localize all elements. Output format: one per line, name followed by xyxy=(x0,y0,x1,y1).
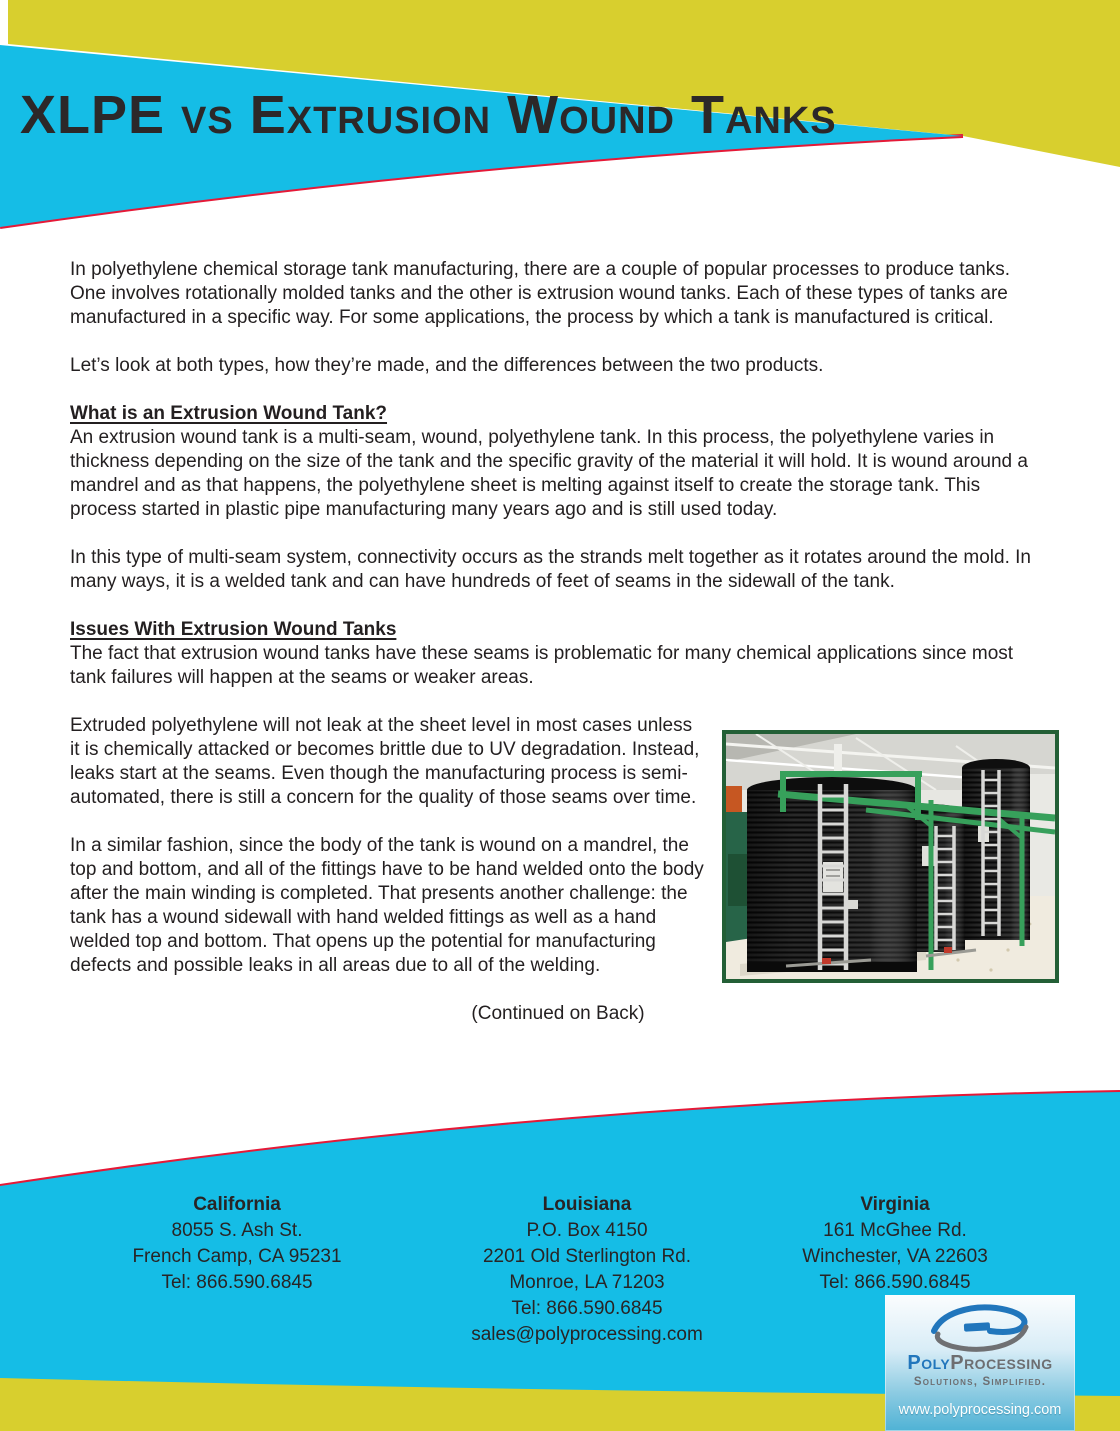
location-name: Louisiana xyxy=(542,1194,632,1215)
brand-processing: Processing xyxy=(950,1352,1053,1374)
location-phone: Tel: 866.590.6845 xyxy=(819,1272,971,1293)
website-link[interactable]: www.polyprocessing.com xyxy=(898,1402,1062,1418)
paragraph-lets-look: Let’s look at both types, how they’re made, and the differences between the two products. xyxy=(70,355,824,376)
continued-on-back: (Continued on Back) xyxy=(471,1003,645,1024)
paragraph-issues: The fact that extrusion wound tanks have these seams is problematic for many chemical applications since most tank failures will happen at the seams or weaker areas. xyxy=(70,643,1014,688)
paragraph-multi-seam: In this type of multi-seam system, connectivity occurs as the strands melt together as it rotates around the mold. In many ways, it is a welded tank and can have hundreds of feet of seams in the sidewall of the tank. xyxy=(70,547,1031,592)
location-name: California xyxy=(193,1194,281,1215)
location-phone: Tel: 866.590.6845 xyxy=(161,1272,313,1293)
location-virginia xyxy=(765,1192,1025,1296)
location-california xyxy=(117,1192,357,1296)
location-phone: Tel: 866.590.6845 xyxy=(511,1298,663,1319)
paragraph-intro: In polyethylene chemical storage tank manufacturing, there are a couple of popular processes to produce tanks. One involves rotationally molded tanks and the other is extrusion wound tanks. Each of these types of tanks are manufactured in a specific way. For some applications, the process by which a tank is manufactured is critical. xyxy=(70,259,1010,328)
paragraph-extruded-pe: Extruded polyethylene will not leak at the sheet level in most cases unless it is chemically attacked or becomes brittle due to UV degradation. Instead, leaks start at the seams. Even though the manufacturing process is semi-automated, there is still a concern for the quality of those seams over time. xyxy=(70,715,700,808)
location-line: French Camp, CA 95231 xyxy=(132,1246,342,1267)
article-body xyxy=(70,234,1046,1026)
tanks-photo xyxy=(722,730,1059,983)
paragraph-what-is: An extrusion wound tank is a multi-seam, wound, polyethylene tank. In this process, the polyethylene varies in thickness depending on the size of the tank and the specific gravity of the material it will hold. It is wound around a mandrel and as that happens, the polyethylene sheet is melting against itself to create the storage tank. This process started in plastic pipe manufacturing many years ago and is still used today. xyxy=(70,427,1028,520)
location-line: 2201 Old Sterlington Rd. xyxy=(482,1246,692,1267)
brand-tagline: Solutions, Simplified. xyxy=(913,1376,1047,1388)
location-line: Monroe, LA 71203 xyxy=(509,1272,665,1293)
tanks-photo-illustration xyxy=(726,734,1055,979)
polyprocessing-logo-card xyxy=(885,1295,1075,1431)
brand-name xyxy=(885,1353,1075,1373)
paragraph-similar-fashion: In a similar fashion, since the body of the tank is wound on a mandrel, the top and bottom, and all of the fittings have to be hand welded onto the body after the main winding is completed. That presents another challenge: the tank has a wound sidewall with hand welded fittings as well as a hand welded top and bottom. That opens up the potential for manufacturing defects and possible leaks in all areas due to all of the welding. xyxy=(70,835,704,976)
location-line: 161 McGhee Rd. xyxy=(823,1220,967,1241)
brand-poly: Poly xyxy=(907,1352,951,1374)
location-name: Virginia xyxy=(860,1194,930,1215)
polyprocessing-swirl-icon xyxy=(920,1301,1040,1353)
location-line: P.O. Box 4150 xyxy=(526,1220,648,1241)
location-line: Winchester, VA 22603 xyxy=(802,1246,988,1267)
heading-what-is-extrusion-wound-tank: What is an Extrusion Wound Tank? xyxy=(70,403,388,424)
location-louisiana xyxy=(447,1192,727,1348)
heading-issues: Issues With Extrusion Wound Tanks xyxy=(70,619,397,640)
page-title: XLPE vs Extrusion Wound Tanks xyxy=(20,85,837,145)
location-line: 8055 S. Ash St. xyxy=(171,1220,303,1241)
sales-email-link[interactable]: sales@polyprocessing.com xyxy=(471,1324,703,1345)
